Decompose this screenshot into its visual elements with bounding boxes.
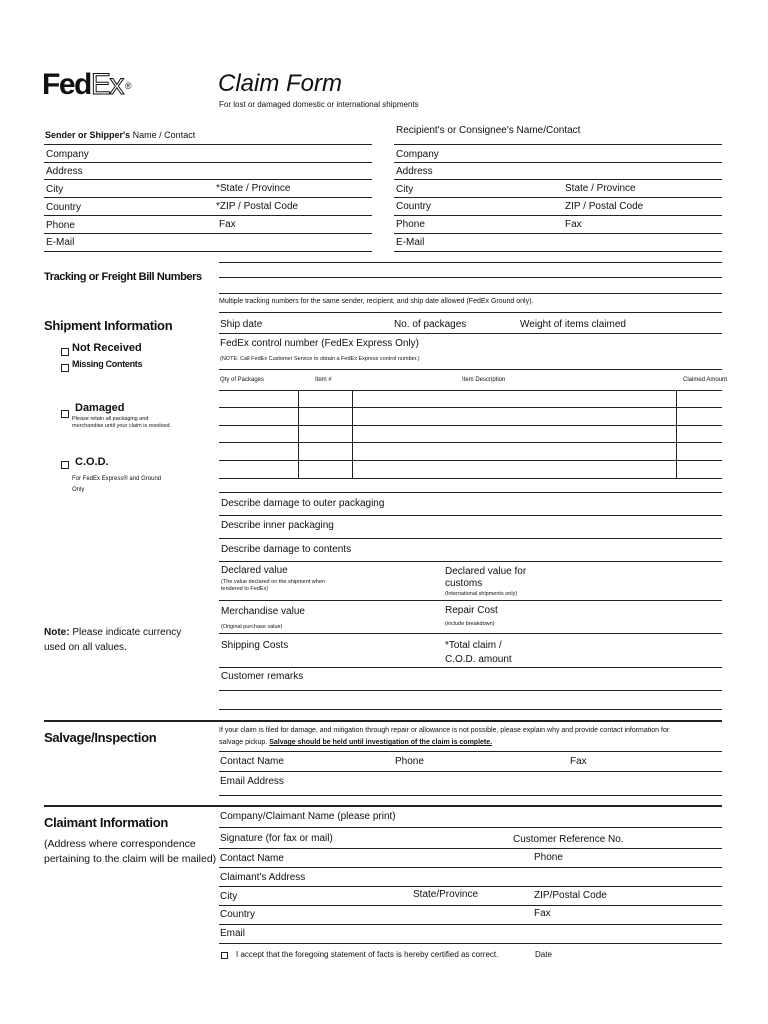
- sender-heading-rest: Name / Contact: [130, 130, 196, 140]
- recipient-country-field[interactable]: Country: [396, 201, 432, 212]
- salvage-text-bold: Salvage should be held until investigation of the claim is complete.: [269, 739, 493, 746]
- table-row[interactable]: [219, 478, 722, 479]
- currency-note-bold: Note:: [44, 627, 70, 638]
- salvage-email-field[interactable]: Email Address: [220, 776, 284, 787]
- claimant-email-field[interactable]: Email: [220, 928, 246, 939]
- total-claim-field-line2: C.O.D. amount: [445, 654, 512, 665]
- salvage-text-line2: [219, 739, 492, 746]
- sender-email-field[interactable]: E-Mail: [46, 237, 75, 248]
- outer-packaging-field[interactable]: Describe damage to outer packaging: [221, 498, 385, 509]
- page-title: Claim Form: [218, 70, 342, 97]
- repair-cost-field[interactable]: Repair Cost: [445, 605, 498, 616]
- claimant-zip-field[interactable]: ZIP/Postal Code: [534, 890, 607, 901]
- currency-note: [44, 627, 181, 638]
- recipient-fax-field[interactable]: Fax: [565, 219, 582, 230]
- currency-note-line2: used on all values.: [44, 642, 127, 653]
- sender-fax-field[interactable]: Fax: [219, 219, 236, 230]
- logo-registered-mark: ®: [124, 81, 132, 92]
- salvage-phone-field[interactable]: Phone: [395, 756, 424, 767]
- fedex-logo: [42, 68, 132, 102]
- repair-note: (include breakdown): [445, 621, 495, 627]
- recipient-email-field[interactable]: E-Mail: [396, 237, 425, 248]
- col-qty-header: Qty of Packages: [220, 377, 265, 383]
- claimant-country-field[interactable]: Country: [220, 909, 256, 920]
- claimant-state-field[interactable]: State/Province: [413, 889, 479, 900]
- tracking-note: Multiple tracking numbers for the same sender, recipient, and ship date allowed (FedEx Ground only).: [219, 298, 534, 305]
- damaged-note: Please retain all packaging and merchandise until your claim is resolved.: [72, 416, 172, 429]
- sender-state-field[interactable]: *State / Province: [216, 183, 291, 194]
- sender-phone-field[interactable]: Phone: [46, 220, 75, 231]
- salvage-fax-field[interactable]: Fax: [570, 756, 587, 767]
- cod-note: For FedEx Express® and Ground Only: [72, 476, 162, 493]
- customs-value-field-line2: customs: [445, 578, 483, 589]
- cod-checkbox[interactable]: [61, 461, 69, 469]
- tracking-heading: Tracking or Freight Bill Numbers: [44, 271, 202, 283]
- page-subtitle: For lost or damaged domestic or international shipments: [219, 100, 419, 109]
- sender-company-field[interactable]: Company: [46, 149, 89, 160]
- shipping-costs-field[interactable]: Shipping Costs: [221, 640, 289, 651]
- recipient-state-field[interactable]: State / Province: [565, 183, 636, 194]
- damaged-checkbox[interactable]: [61, 410, 69, 418]
- claimant-address-field[interactable]: Claimant's Address: [220, 872, 306, 883]
- logo-ex: Ex: [90, 68, 123, 101]
- date-field[interactable]: Date: [535, 950, 552, 959]
- claimant-heading: Claimant Information: [44, 815, 169, 830]
- recipient-address-field[interactable]: Address: [396, 166, 433, 177]
- accept-statement: I accept that the foregoing statement of facts is hereby certified as correct.: [236, 950, 499, 959]
- currency-note-text: Please indicate currency: [69, 627, 182, 638]
- missing-contents-checkbox[interactable]: [61, 364, 69, 372]
- declared-value-note: (The value declared on the shipment when tendered to FedEx): [221, 579, 325, 592]
- sender-city-field[interactable]: City: [46, 184, 64, 195]
- claimant-company-field[interactable]: Company/Claimant Name (please print): [220, 811, 396, 822]
- accept-checkbox[interactable]: [221, 952, 228, 959]
- claimant-phone-field[interactable]: Phone: [534, 852, 563, 863]
- table-row[interactable]: [219, 407, 722, 408]
- salvage-text-start: salvage pickup.: [219, 739, 270, 746]
- merchandise-value-field[interactable]: Merchandise value: [221, 606, 305, 617]
- sender-zip-field[interactable]: *ZIP / Postal Code: [216, 201, 299, 212]
- declared-value-field[interactable]: Declared value: [221, 565, 288, 576]
- customs-note: (International shipments only): [445, 591, 518, 597]
- recipient-heading: Recipient's or Consignee's Name/Contact: [396, 125, 581, 136]
- customer-reference-field[interactable]: Customer Reference No.: [513, 834, 624, 845]
- col-item-header: Item #: [315, 377, 332, 383]
- sender-country-field[interactable]: Country: [46, 202, 82, 213]
- salvage-text-line1: If your claim is filed for damage, and mitigation through repair or allowance is not possible, please explain why and provide contact information for: [219, 727, 670, 734]
- not-received-label: Not Received: [72, 342, 142, 354]
- cod-label: C.O.D.: [75, 456, 109, 468]
- sender-address-field[interactable]: Address: [46, 166, 83, 177]
- table-row[interactable]: [219, 460, 722, 461]
- table-row[interactable]: [219, 425, 722, 426]
- control-note: (NOTE: Call FedEx Customer Service to obtain a FedEx Express control number.): [220, 356, 420, 362]
- control-number-field[interactable]: FedEx control number (FedEx Express Only): [220, 338, 419, 349]
- weight-field[interactable]: Weight of items claimed: [520, 319, 626, 330]
- claimant-note-line1: (Address where correspondence: [44, 838, 196, 850]
- salvage-contact-field[interactable]: Contact Name: [220, 756, 284, 767]
- packages-field[interactable]: No. of packages: [394, 319, 467, 330]
- claimant-contact-field[interactable]: Contact Name: [220, 853, 284, 864]
- inner-packaging-field[interactable]: Describe inner packaging: [221, 520, 334, 531]
- recipient-company-field[interactable]: Company: [396, 149, 439, 160]
- contents-damage-field[interactable]: Describe damage to contents: [221, 544, 352, 555]
- claimant-city-field[interactable]: City: [220, 891, 238, 902]
- customer-remarks-field[interactable]: Customer remarks: [221, 671, 304, 682]
- recipient-phone-field[interactable]: Phone: [396, 219, 425, 230]
- col-description-header: Item Description: [462, 377, 506, 383]
- claimant-note-line2: pertaining to the claim will be mailed): [44, 853, 217, 865]
- ship-date-field[interactable]: Ship date: [220, 319, 263, 330]
- merchandise-note: (Original purchase value): [221, 624, 283, 630]
- logo-fed: Fed: [42, 68, 91, 101]
- salvage-heading: Salvage/Inspection: [44, 730, 157, 745]
- recipient-zip-field[interactable]: ZIP / Postal Code: [565, 201, 644, 212]
- table-row[interactable]: [219, 442, 722, 443]
- sender-heading: [45, 130, 195, 140]
- total-claim-field-line1[interactable]: *Total claim /: [445, 640, 502, 651]
- recipient-city-field[interactable]: City: [396, 184, 414, 195]
- customs-value-field-line1[interactable]: Declared value for: [445, 566, 527, 577]
- missing-contents-label: Missing Contents: [72, 359, 143, 369]
- signature-field[interactable]: Signature (for fax or mail): [220, 833, 333, 844]
- damaged-label: Damaged: [75, 402, 125, 414]
- claimant-fax-field[interactable]: Fax: [534, 908, 551, 919]
- col-amount-header: Claimed Amount: [683, 377, 728, 383]
- shipment-heading: Shipment Information: [44, 318, 173, 333]
- not-received-checkbox[interactable]: [61, 348, 69, 356]
- sender-heading-bold: Sender or Shipper's: [45, 130, 131, 140]
